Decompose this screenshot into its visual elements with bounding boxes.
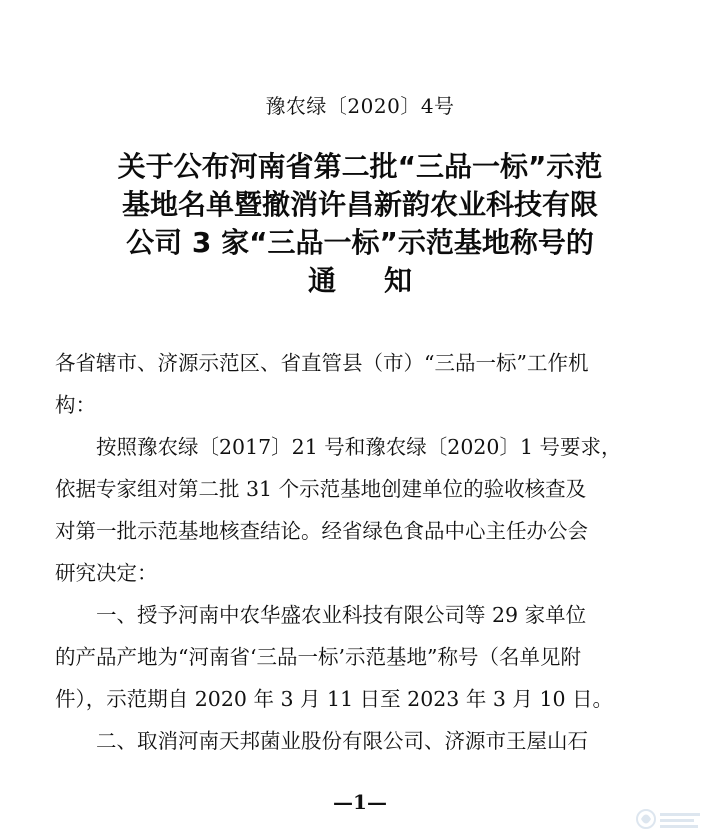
title-line-1: 关于公布河南省第二批“三品一标”示范	[117, 150, 603, 183]
paragraph-2	[55, 594, 645, 720]
paragraph-3	[55, 720, 645, 762]
title-line-3: 公司 3 家“三品一标”示范基地称号的	[126, 226, 594, 259]
paragraph-1-line-2: 依据专家组对第二批 31 个示范基地创建单位的验收核查及	[55, 477, 587, 501]
document-title	[0, 148, 720, 300]
document-body	[55, 342, 645, 762]
paragraph-1	[55, 426, 645, 594]
paragraph-2-line-1: 一、授予河南中农华盛农业科技有限公司等 29 家单位	[96, 603, 587, 627]
salutation-line-2: 构：	[55, 393, 96, 417]
paragraph-2-line-2: 的产品产地为“河南省‘三品一标’示范基地”称号（名单见附	[55, 645, 581, 669]
watermark-logo-icon	[634, 804, 706, 834]
paragraph-1-line-3: 对第一批示范基地核查结论。经省绿色食品中心主任办公会	[55, 519, 588, 543]
paragraph-1-line-1: 按照豫农绿〔2017〕21 号和豫农绿〔2020〕1 号要求，	[96, 435, 622, 459]
page-number: —1—	[333, 790, 387, 814]
salutation-line-1: 各省辖市、济源示范区、省直管县（市）“三品一标”工作机	[55, 351, 589, 375]
title-line-2: 基地名单暨撤消许昌新韵农业科技有限	[121, 188, 598, 221]
paragraph-1-line-4: 研究决定：	[55, 561, 158, 585]
paragraph-2-line-3: 件），示范期自 2020 年 3 月 11 日至 2023 年 3 月 10 日。	[55, 687, 614, 711]
salutation	[55, 342, 645, 426]
title-line-4: 通知	[307, 264, 460, 297]
document-number: 豫农绿〔2020〕4号	[265, 94, 455, 118]
paragraph-3-line-1: 二、取消河南天邦菌业股份有限公司、济源市王屋山石	[96, 729, 588, 753]
